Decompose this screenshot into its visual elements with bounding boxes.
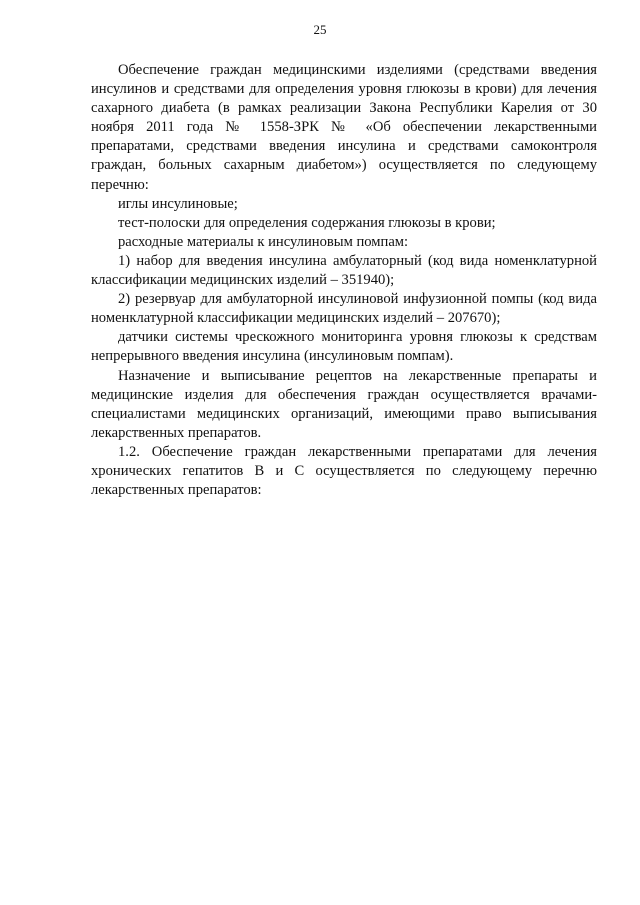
list-item-pump-reservoir: 2) резервуар для амбулаторной инсулиновой инфузионной помпы (код вида номенклатурной классификации медицинских изделий – 207670); [91, 291, 597, 327]
list-item-pump-consumables: расходные материалы к инсулиновым помпам: [118, 233, 409, 250]
list-item-insulin-needles: иглы инсулиновые; [118, 195, 238, 212]
document-body [91, 61, 597, 500]
page-number: 25 [313, 22, 327, 37]
paragraph-prescription: Назначение и выписывание рецептов на лекарственные препараты и медицинские изделия для обеспечения граждан осуществляется врачами-специалистами медицинских организаций, имеющими право выписывания лекарственных препаратов. [91, 367, 597, 441]
list-item-infusion-set: 1) набор для введения инсулина амбулаторный (код вида номенклатурной классификации медицинских изделий – 351940); [91, 252, 597, 289]
paragraph-medical-devices-intro: Обеспечение граждан медицинскими изделиями (средствами введения инсулинов и средствами для определения уровня глюкозы в крови) для лечения сахарного диабета (в рамках реализации Закона Республики Карелия от 30 ноября 2011 года № 1558-ЗРК № «Об обеспечении лекарственными препаратами, средствами введения инсулина и средствами самоконтроля граждан, больных сахарным диабетом») осуществляется по следующему перечню: [91, 62, 597, 193]
paragraph-hepatitis-intro: 1.2. Обеспечение граждан лекарственными препаратами для лечения хронических гепатитов B и C осуществляется по следующему перечню лекарственных препаратов: [91, 443, 597, 499]
list-item-test-strips: тест-полоски для определения содержания глюкозы в крови; [118, 214, 496, 231]
list-item-glucose-sensors: датчики системы чрескожного мониторинга уровня глюкозы к средствам непрерывного введения инсулина (инсулиновым помпам). [91, 329, 597, 365]
